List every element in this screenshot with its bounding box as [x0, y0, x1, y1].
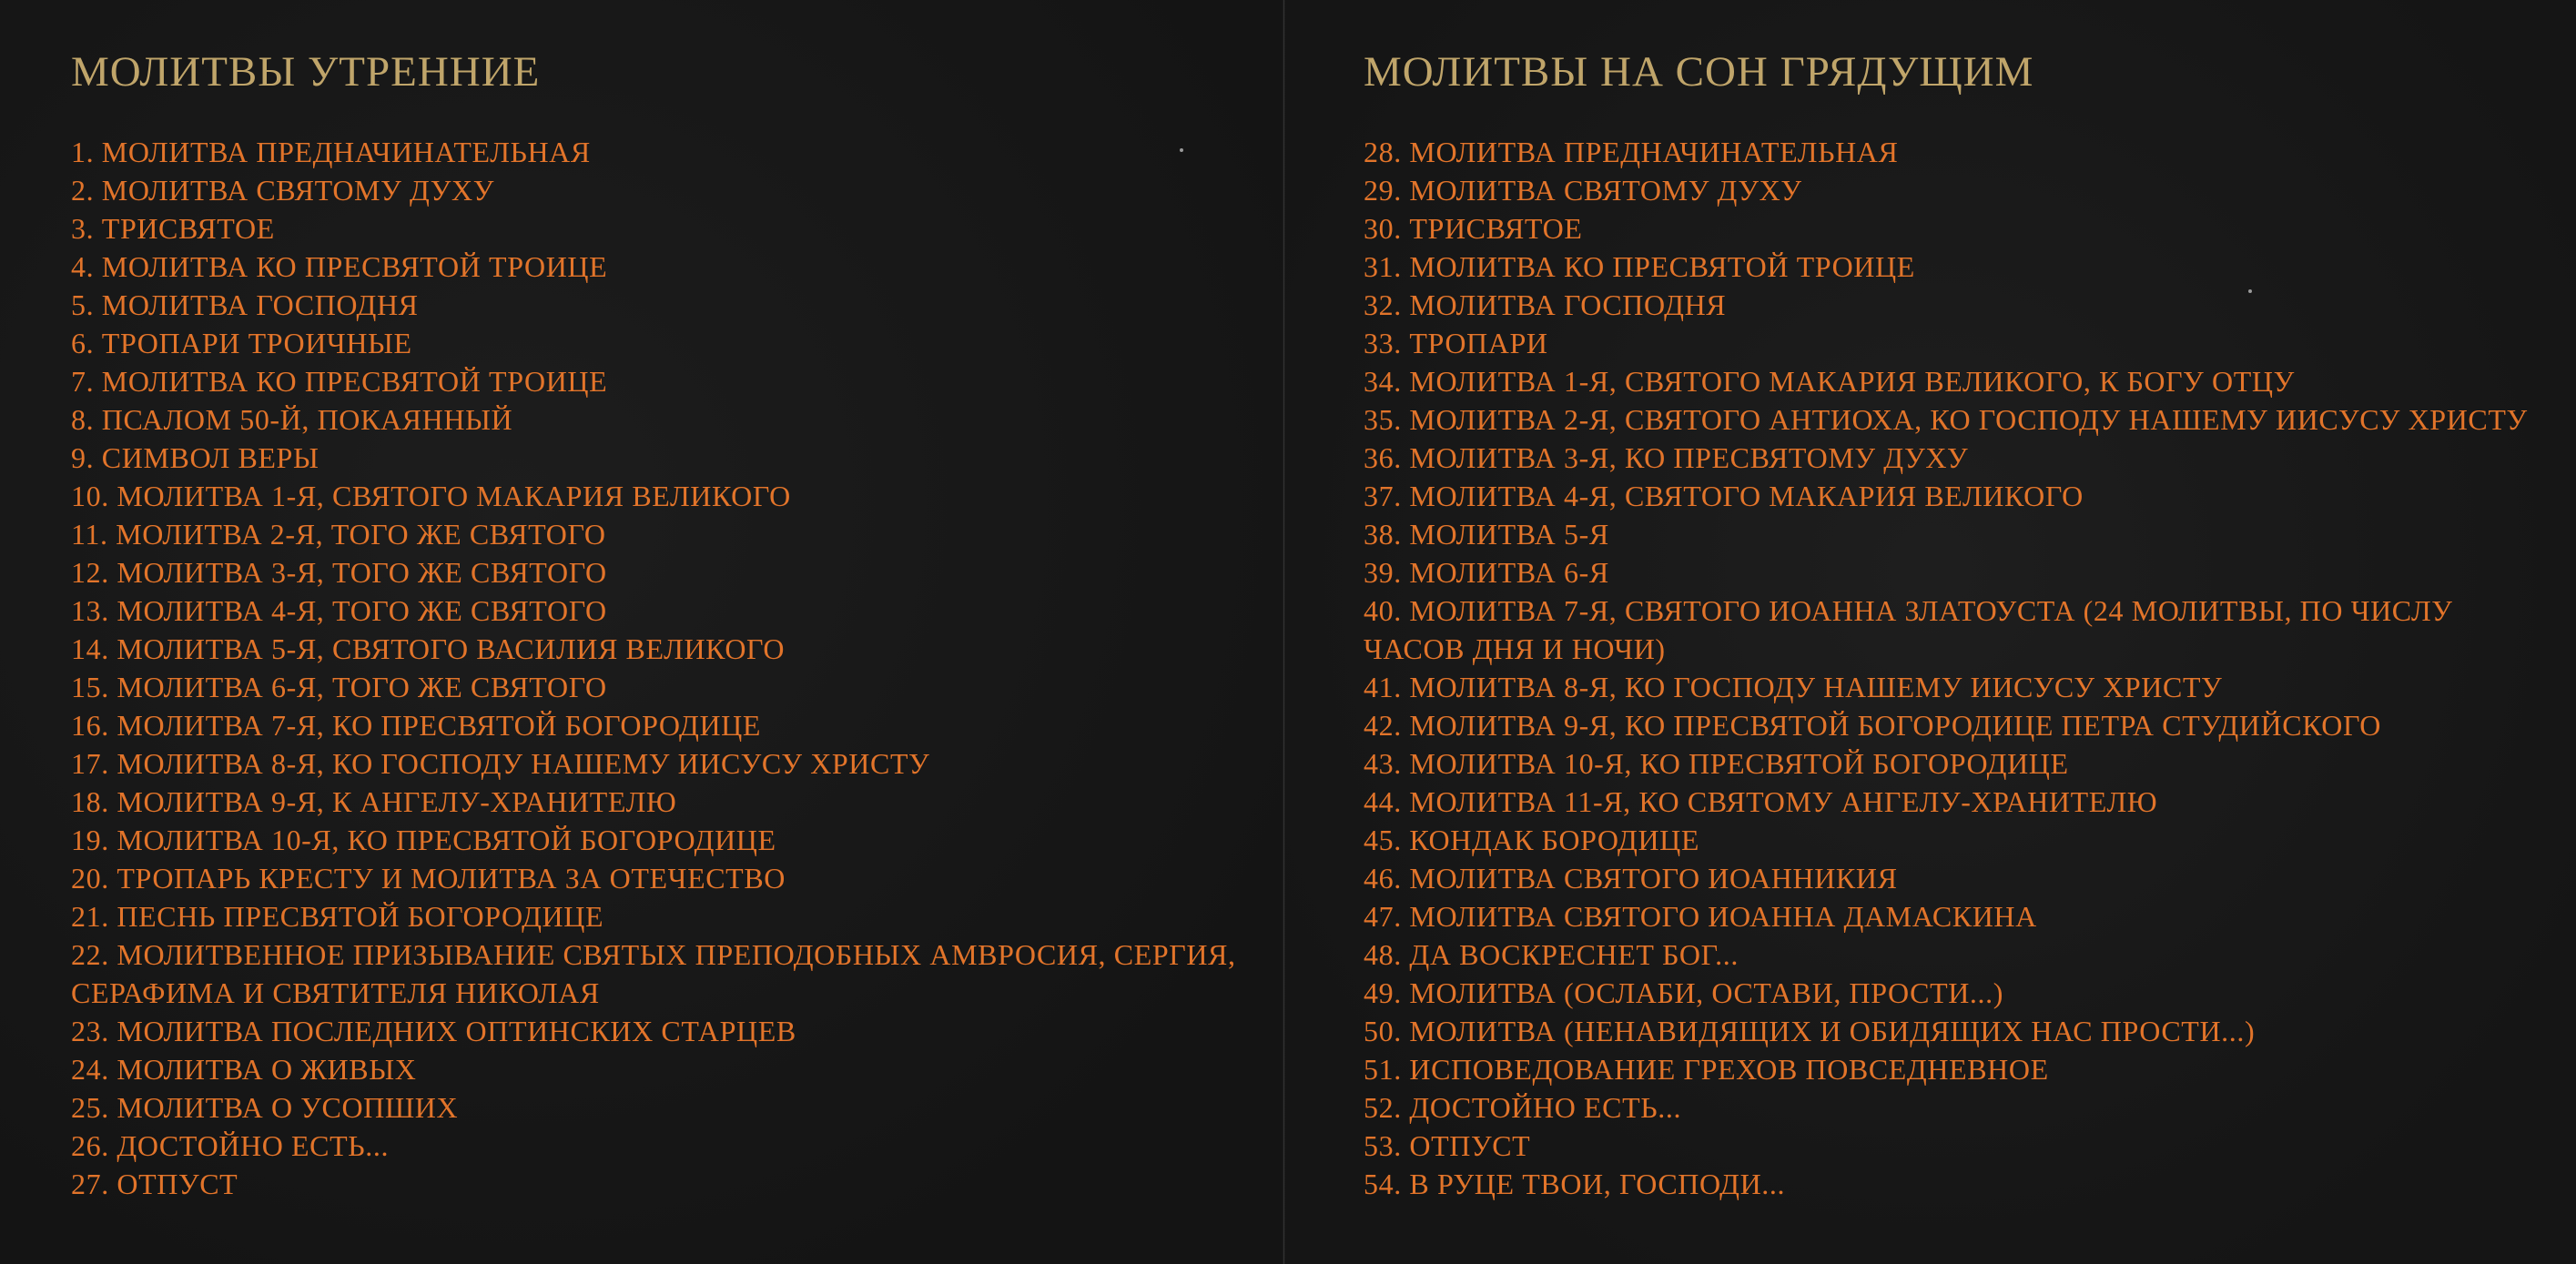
- track-item: 17. МОЛИТВА 8-Я, КО ГОСПОДУ НАШЕМУ ИИСУСУ ХРИСТУ: [71, 747, 930, 780]
- track-item: 2. МОЛИТВА СВЯТОМУ ДУХУ: [71, 174, 494, 207]
- evening-prayers-panel: [1285, 0, 2576, 1264]
- track-item: 5. МОЛИТВА ГОСПОДНЯ: [71, 288, 419, 321]
- track-item: 54. В РУЦЕ ТВОИ, ГОСПОДИ...: [1364, 1168, 1786, 1200]
- track-item: 53. ОТПУСТ: [1364, 1129, 1531, 1162]
- track-item: 4. МОЛИТВА КО ПРЕСВЯТОЙ ТРОИЦЕ: [71, 250, 608, 283]
- track-item: 50. МОЛИТВА (НЕНАВИДЯЩИХ И ОБИДЯЩИХ НАС ПРОСТИ...): [1364, 1015, 2256, 1047]
- evening-prayers-tracklist: [1364, 133, 2576, 1203]
- track-item: 49. МОЛИТВА (ОСЛАБИ, ОСТАВИ, ПРОСТИ...): [1364, 976, 2003, 1009]
- track-item: 12. МОЛИТВА 3-Я, ТОГО ЖЕ СВЯТОГО: [71, 556, 607, 589]
- track-item: 47. МОЛИТВА СВЯТОГО ИОАННА ДАМАСКИНА: [1364, 900, 2037, 933]
- track-item: 25. МОЛИТВА О УСОПШИХ: [71, 1091, 459, 1124]
- track-item: 3. ТРИСВЯТОЕ: [71, 212, 275, 245]
- track-item: 14. МОЛИТВА 5-Я, СВЯТОГО ВАСИЛИЯ ВЕЛИКОГО: [71, 632, 786, 665]
- track-item: 30. ТРИСВЯТОЕ: [1364, 212, 1583, 245]
- track-item: 36. МОЛИТВА 3-Я, КО ПРЕСВЯТОМУ ДУХУ: [1364, 441, 1969, 474]
- dust-speck: [2248, 289, 2252, 293]
- track-item: 44. МОЛИТВА 11-Я, КО СВЯТОМУ АНГЕЛУ-ХРАНИТЕЛЮ: [1364, 785, 2158, 818]
- track-item: 10. МОЛИТВА 1-Я, СВЯТОГО МАКАРИЯ ВЕЛИКОГО: [71, 480, 791, 512]
- track-item: 21. ПЕСНЬ ПРЕСВЯТОЙ БОГОРОДИЦЕ: [71, 900, 604, 933]
- track-item: 38. МОЛИТВА 5-Я: [1364, 518, 1609, 551]
- track-item: 15. МОЛИТВА 6-Я, ТОГО ЖЕ СВЯТОГО: [71, 671, 607, 703]
- track-item: 51. ИСПОВЕДОВАНИЕ ГРЕХОВ ПОВСЕДНЕВНОЕ: [1364, 1053, 2049, 1086]
- track-item: 40. МОЛИТВА 7-Я, СВЯТОГО ИОАННА ЗЛАТОУСТА (24 МОЛИТВЫ, ПО ЧИСЛУ ЧАСОВ ДНЯ И НОЧИ): [1364, 594, 2453, 665]
- track-item: 52. ДОСТОЙНО ЕСТЬ...: [1364, 1091, 1682, 1124]
- track-item: 19. МОЛИТВА 10-Я, КО ПРЕСВЯТОЙ БОГОРОДИЦЕ: [71, 824, 776, 856]
- track-item: 37. МОЛИТВА 4-Я, СВЯТОГО МАКАРИЯ ВЕЛИКОГО: [1364, 480, 2084, 512]
- track-item: 8. ПСАЛОМ 50-Й, ПОКАЯННЫЙ: [71, 403, 513, 436]
- track-item: 45. КОНДАК БОРОДИЦЕ: [1364, 824, 1700, 856]
- morning-prayers-panel: [0, 0, 1283, 1264]
- track-item: 46. МОЛИТВА СВЯТОГО ИОАННИКИЯ: [1364, 862, 1898, 895]
- track-item: 11. МОЛИТВА 2-Я, ТОГО ЖЕ СВЯТОГО: [71, 518, 606, 551]
- track-item: 27. ОТПУСТ: [71, 1168, 238, 1200]
- track-item: 42. МОЛИТВА 9-Я, КО ПРЕСВЯТОЙ БОГОРОДИЦЕ ПЕТРА СТУДИЙСКОГО: [1364, 709, 2382, 742]
- track-item: 18. МОЛИТВА 9-Я, К АНГЕЛУ-ХРАНИТЕЛЮ: [71, 785, 677, 818]
- track-item: 41. МОЛИТВА 8-Я, КО ГОСПОДУ НАШЕМУ ИИСУСУ ХРИСТУ: [1364, 671, 2223, 703]
- track-item: 6. ТРОПАРИ ТРОИЧНЫЕ: [71, 327, 412, 359]
- track-item: 32. МОЛИТВА ГОСПОДНЯ: [1364, 288, 1727, 321]
- track-item: 16. МОЛИТВА 7-Я, КО ПРЕСВЯТОЙ БОГОРОДИЦЕ: [71, 709, 762, 742]
- track-item: 31. МОЛИТВА КО ПРЕСВЯТОЙ ТРОИЦЕ: [1364, 250, 1915, 283]
- track-item: 23. МОЛИТВА ПОСЛЕДНИХ ОПТИНСКИХ СТАРЦЕВ: [71, 1015, 796, 1047]
- track-item: 35. МОЛИТВА 2-Я, СВЯТОГО АНТИОХА, КО ГОСПОДУ НАШЕМУ ИИСУСУ ХРИСТУ: [1364, 403, 2528, 436]
- track-item: 1. МОЛИТВА ПРЕДНАЧИНАТЕЛЬНАЯ: [71, 136, 591, 168]
- evening-prayers-title: МОЛИТВЫ НА СОН ГРЯДУЩИМ: [1364, 48, 2034, 96]
- dust-speck: [1180, 148, 1183, 152]
- track-item: 43. МОЛИТВА 10-Я, КО ПРЕСВЯТОЙ БОГОРОДИЦЕ: [1364, 747, 2069, 780]
- track-item: 22. МОЛИТВЕННОЕ ПРИЗЫВАНИЕ СВЯТЫХ ПРЕПОДОБНЫХ АМВРОСИЯ, СЕРГИЯ, СЕРАФИМА И СВЯТИТЕЛЯ НИКОЛАЯ: [71, 938, 1236, 1009]
- track-item: 28. МОЛИТВА ПРЕДНАЧИНАТЕЛЬНАЯ: [1364, 136, 1899, 168]
- track-item: 20. ТРОПАРЬ КРЕСТУ И МОЛИТВА ЗА ОТЕЧЕСТВО: [71, 862, 786, 895]
- track-item: 33. ТРОПАРИ: [1364, 327, 1548, 359]
- track-item: 13. МОЛИТВА 4-Я, ТОГО ЖЕ СВЯТОГО: [71, 594, 607, 627]
- track-item: 48. ДА ВОСКРЕСНЕТ БОГ...: [1364, 938, 1739, 971]
- track-item: 26. ДОСТОЙНО ЕСТЬ...: [71, 1129, 390, 1162]
- morning-prayers-title: МОЛИТВЫ УТРЕННИЕ: [71, 48, 541, 96]
- morning-prayers-tracklist: [71, 133, 1283, 1203]
- track-item: 34. МОЛИТВА 1-Я, СВЯТОГО МАКАРИЯ ВЕЛИКОГО, К БОГУ ОТЦУ: [1364, 365, 2295, 398]
- track-item: 29. МОЛИТВА СВЯТОМУ ДУХУ: [1364, 174, 1802, 207]
- track-item: 9. СИМВОЛ ВЕРЫ: [71, 441, 319, 474]
- track-item: 7. МОЛИТВА КО ПРЕСВЯТОЙ ТРОИЦЕ: [71, 365, 608, 398]
- track-item: 24. МОЛИТВА О ЖИВЫХ: [71, 1053, 417, 1086]
- track-item: 39. МОЛИТВА 6-Я: [1364, 556, 1609, 589]
